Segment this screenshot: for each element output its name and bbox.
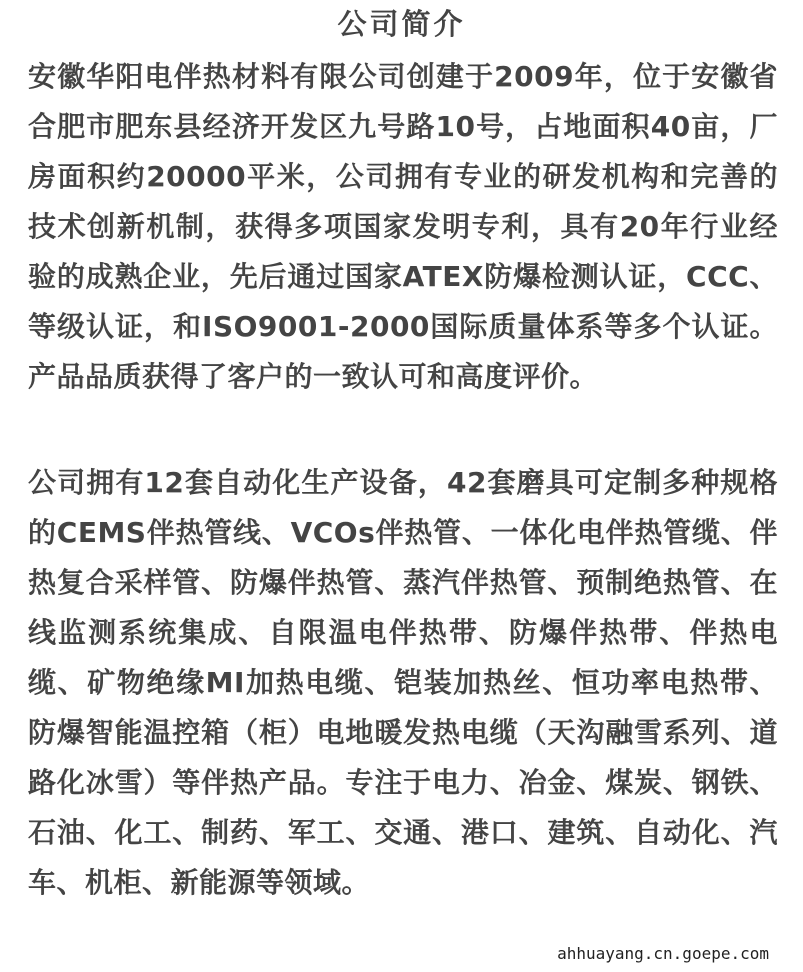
- page-title: 公司简介: [337, 7, 466, 41]
- company-intro-paragraph: 安徽华阳电伴热材料有限公司创建于2009年，位于安徽省合肥市肥东县经济开发区九号路10号，占地面积40亩，厂房面积约20000平米，公司拥有专业的研发机构和完善的技术创新机制，获得多项国家发明专利，具有20年行业经验的成熟企业，先后通过国家ATEX防爆检测认证，CCC、等级认证，和ISO9001-2000国际质量体系等多个认证。产品品质获得了客户的一致认可和高度评价。: [28, 60, 778, 393]
- source-watermark: ahhuayang.cn.goepe.com: [557, 944, 769, 963]
- company-products-paragraph: 公司拥有12套自动化生产设备，42套磨具可定制多种规格的CEMS伴热管线、VCOs伴热管、一体化电伴热管缆、伴热复合采样管、防爆伴热管、蒸汽伴热管、预制绝热管、在线监测系统集成、自限温电伴热带、防爆伴热带、伴热电缆、矿物绝缘MI加热电缆、铠装加热丝、恒功率电热带、防爆智能温控箱（柜）电地暖发热电缆（天沟融雪系列、道路化冰雪）等伴热产品。专注于电力、冶金、煤炭、钢铁、石油、化工、制药、军工、交通、港口、建筑、自动化、汽车、机柜、新能源等领域。: [28, 466, 778, 899]
